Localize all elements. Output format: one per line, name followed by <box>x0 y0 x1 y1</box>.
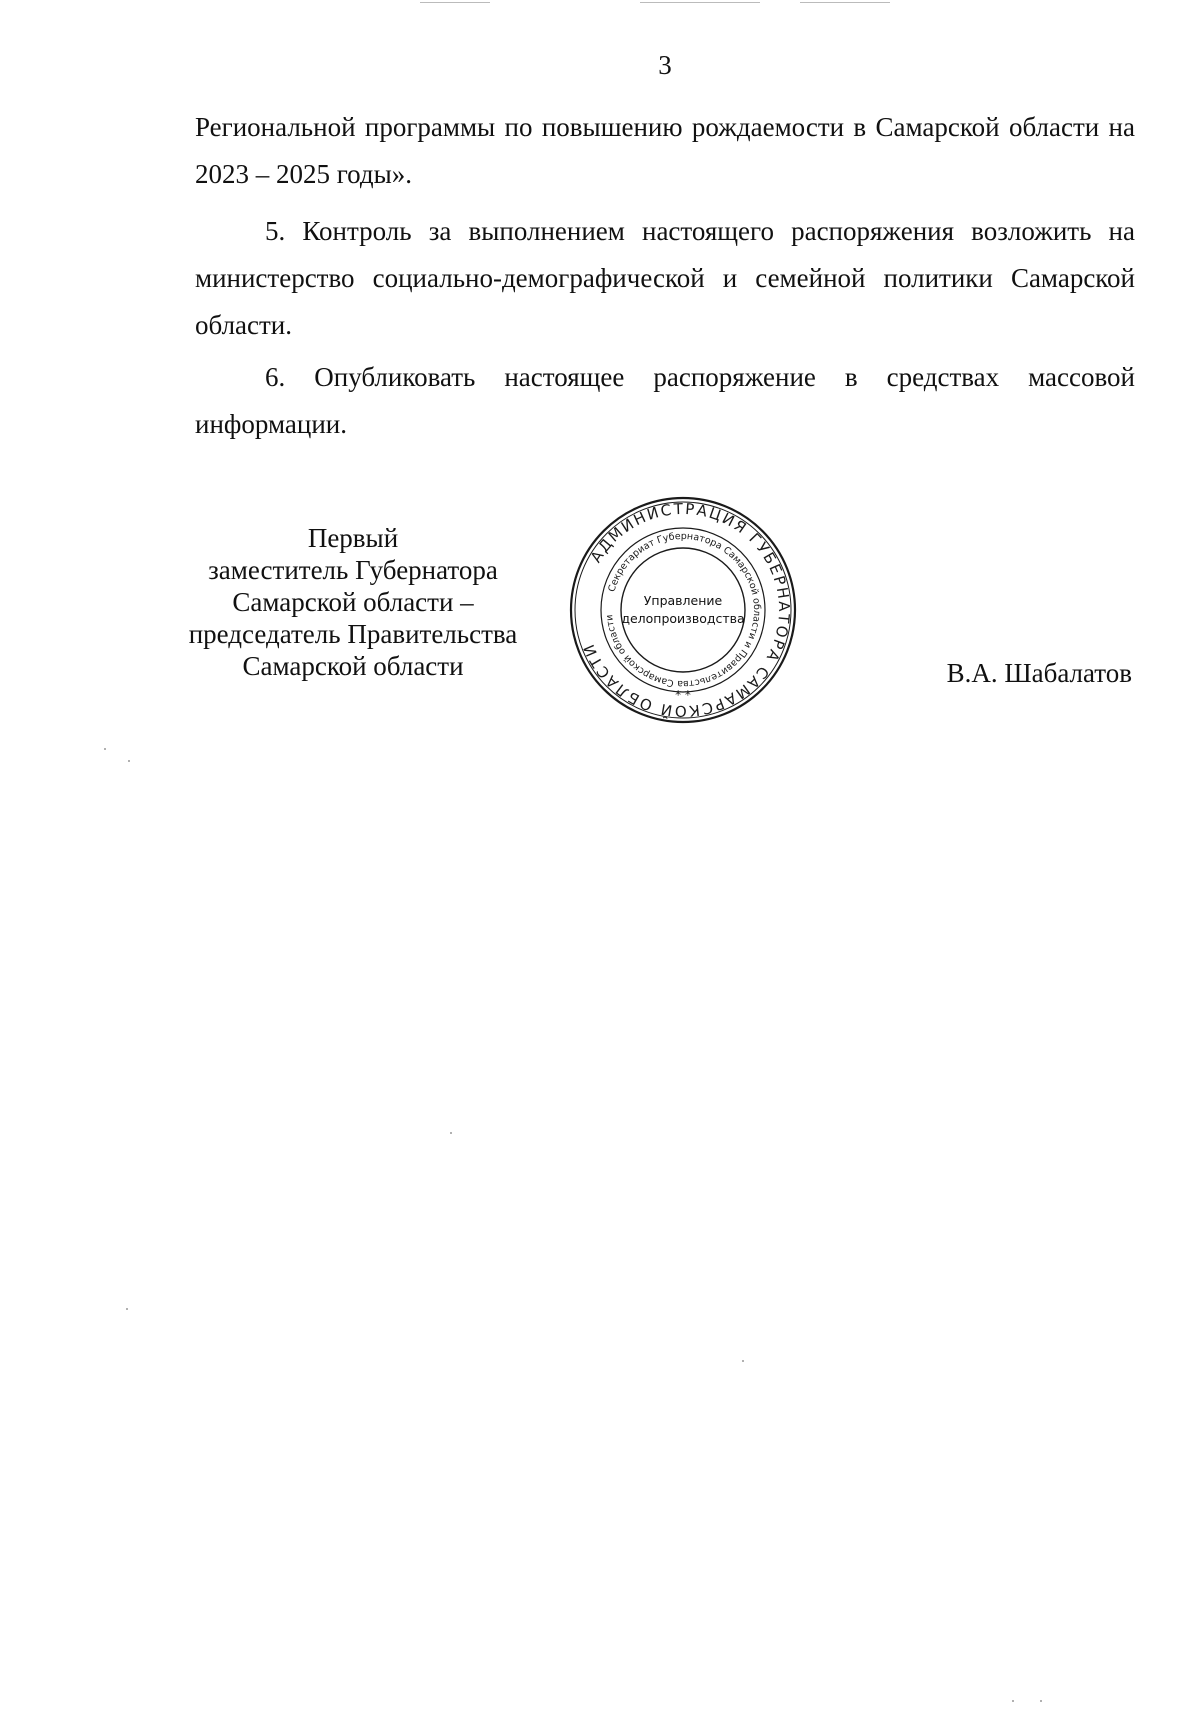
page-number: 3 <box>658 50 672 80</box>
signatory-title-line: Самарской области <box>242 651 464 681</box>
scan-artifact <box>104 748 106 750</box>
signatory-title-line: председатель Правительства <box>188 619 518 649</box>
scan-artifact <box>800 2 890 3</box>
seal-middle-ring <box>601 528 765 692</box>
scan-artifact <box>1012 1700 1014 1702</box>
seal-inner-ring <box>621 548 745 672</box>
seal-graphic <box>568 495 798 725</box>
official-seal <box>568 495 798 725</box>
scan-artifact <box>126 1308 128 1310</box>
signatory-title-line: Первый <box>307 523 399 553</box>
paragraph-continuation <box>195 104 1135 198</box>
paragraph-text: 6. Опубликовать настоящее распоряжение в средствах массовой информации. <box>195 362 1135 439</box>
scan-artifact <box>128 760 130 762</box>
paragraph-item-5 <box>195 208 1135 349</box>
signatory-title <box>168 522 538 682</box>
paragraph-text: Региональной программы по повышению рождаемости в Самарской области на 2023 – 2025 годы». <box>195 112 1135 189</box>
seal-center-line-1: Управление <box>643 593 723 608</box>
scan-artifact <box>420 2 490 3</box>
paragraph-item-6 <box>195 354 1135 448</box>
scan-artifact <box>1040 1700 1042 1702</box>
signatory-title-line: Самарской области – <box>232 587 474 617</box>
scan-artifact <box>450 1132 452 1134</box>
signatory-name: В.А. Шабалатов <box>946 658 1132 688</box>
scan-artifact <box>742 1360 744 1362</box>
scan-artifact <box>640 2 760 3</box>
seal-middle-text: Секретариат Губернатора Самарской области и Правительства Самарской области <box>604 530 763 690</box>
seal-star-icon: * * <box>675 688 691 702</box>
seal-center-line-2: делопроизводства <box>621 611 745 626</box>
signatory-title-line: заместитель Губернатора <box>208 555 498 585</box>
seal-outer-text: АДМИНИСТРАЦИЯ ГУБЕРНАТОРА САМАРСКОЙ ОБЛАСТИ <box>579 499 794 721</box>
paragraph-text: 5. Контроль за выполнением настоящего распоряжения возложить на министерство социально-демографической и семейной политики Самарской области. <box>195 216 1135 340</box>
